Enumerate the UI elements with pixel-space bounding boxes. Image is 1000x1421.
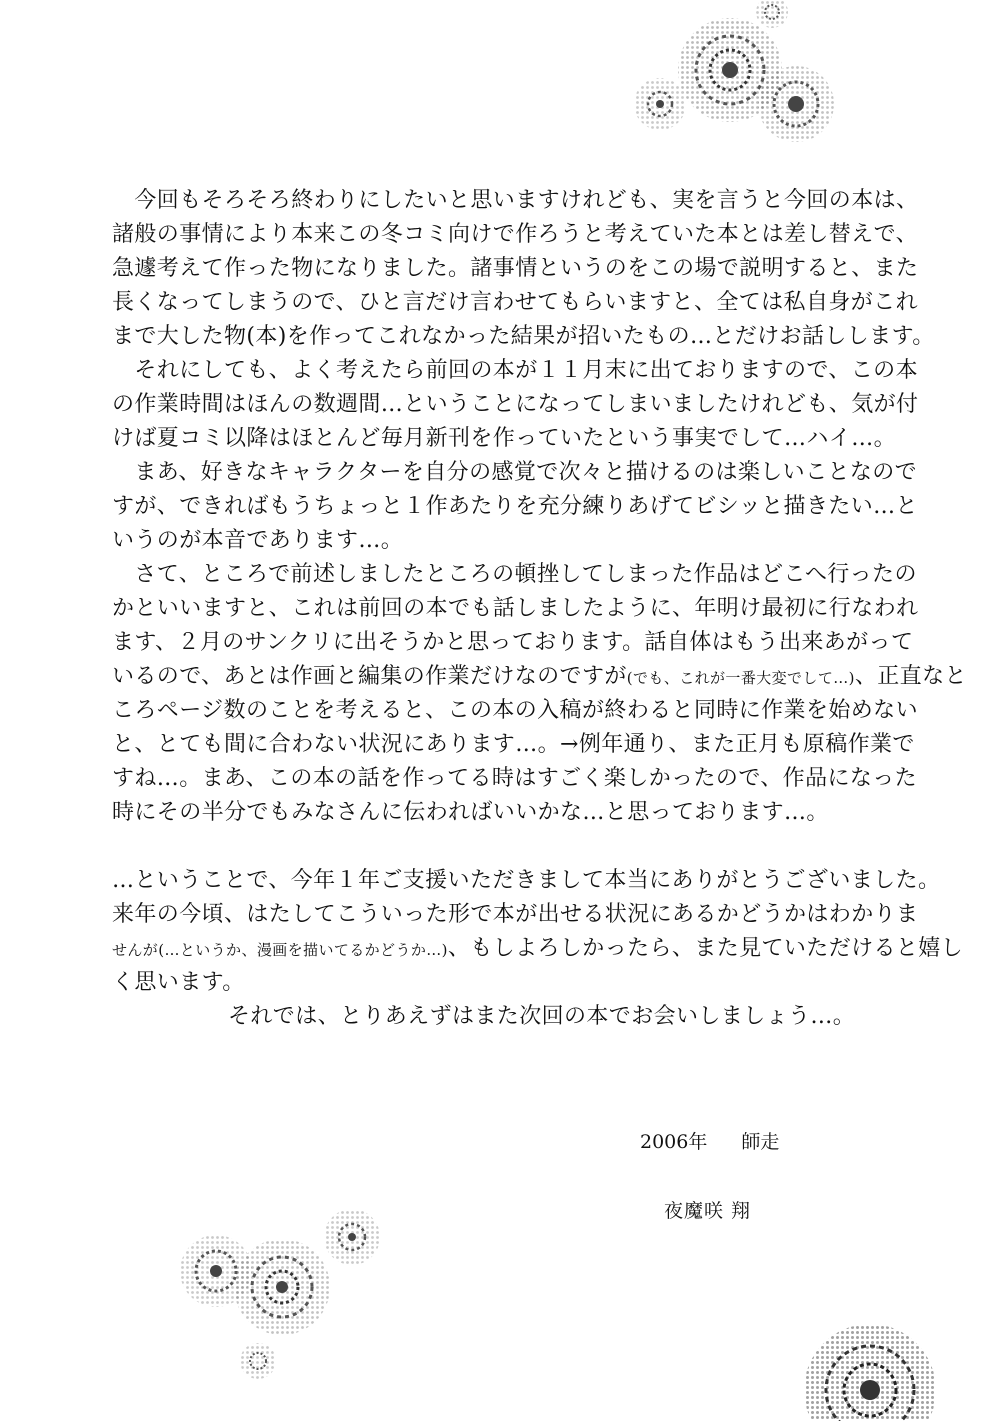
text-line: 時にその半分でもみなさんに伝わればいいかな…と思っております…。	[112, 800, 829, 825]
aside-note: せんが(…というか、漫画を描いてるかどうか…)	[112, 941, 448, 959]
text-line: すね…。まあ、この本の話を作ってる時はすごく楽しかったので、作品になった	[112, 766, 918, 791]
flower-decoration-bottom-right	[790, 1310, 950, 1421]
flower-tiny-icon	[240, 1343, 276, 1379]
flower-medium-icon	[758, 66, 834, 142]
flower-decoration-bottom-left	[170, 1195, 400, 1390]
flower-decoration-top-right	[620, 0, 860, 155]
text-line: 長くなってしまうので、ひと言だけ言わせてもらいますと、全ては私自身がこれ	[112, 290, 918, 315]
text-line: いうのが本音であります…。	[112, 528, 404, 553]
text-line: ます、２月のサンクリに出そうかと思っております。話自体はもう出来あがって	[112, 630, 914, 655]
text-segment: いるので、あとは作画と編集の作業だけなのですが	[112, 664, 627, 689]
text-line: …ということで、今年１年ご支援いただきまして本当にありがとうございました。	[112, 868, 941, 893]
text-line: まあ、好きなキャラクターを自分の感覚で次々と描けるのは楽しいことなので	[112, 460, 918, 485]
text-line: と、とても間に合わない状況にあります…。→例年通り、また正月も原稿作業で	[112, 732, 915, 757]
text-line: ころページ数のことを考えると、この本の入稿が終わると同時に作業を始めない	[112, 698, 918, 723]
text-line: まで大した物(本)を作ってこれなかった結果が招いたもの…とだけお話しします。	[112, 324, 935, 349]
date-line	[640, 1127, 779, 1154]
date-month: 師走	[741, 1131, 780, 1153]
flower-small-icon	[324, 1209, 380, 1265]
flower-large-icon	[234, 1239, 330, 1335]
flower-medium-icon	[180, 1235, 252, 1307]
text-line: けば夏コミ以降はほとんど毎月新刊を作っていたという事実でして…ハイ…。	[112, 426, 897, 451]
flower-small-icon	[634, 78, 686, 130]
text-line: それにしても、よく考えたら前回の本が１１月末に出ておりますので、この本	[112, 358, 918, 383]
text-line: 来年の今頃、はたしてこういった形で本が出せる状況にあるかどうかはわかりま	[112, 902, 919, 927]
flower-tiny-icon	[756, 0, 788, 28]
text-line	[112, 932, 964, 966]
text-line	[112, 660, 967, 694]
paragraph-gap	[112, 830, 912, 864]
text-line: かといいますと、これは前回の本でも話しましたように、年明け最初に行なわれ	[112, 596, 919, 621]
aside-note: (でも、これが一番大変でして…)	[626, 669, 855, 687]
text-line: 急遽考えて作った物になりました。諸事情というのをこの場で説明すると、また	[112, 256, 919, 281]
text-line: すが、できればもうちょっと１作あたりを充分練りあげてビシッと描きたい…と	[112, 494, 918, 519]
author-signature: 夜魔咲 翔	[664, 1200, 752, 1222]
text-line: 今回もそろそろ終わりにしたいと思いますけれども、実を言うと今回の本は、	[112, 188, 919, 213]
text-line: さて、ところで前述しましたところの頓挫してしまった作品はどこへ行ったの	[112, 562, 917, 587]
flower-large-icon	[804, 1324, 936, 1421]
text-line: く思います。	[112, 970, 245, 995]
date-year: 2006年	[640, 1131, 708, 1153]
text-line: 諸般の事情により本来この冬コミ向けで作ろうと考えていた本とは差し替えで、	[112, 222, 918, 247]
closing-line: それでは、とりあえずはまた次回の本でお会いしましょう…。	[228, 1004, 856, 1029]
afterword-text	[112, 184, 967, 1034]
text-segment: 、もしよろしかったら、また見ていただけると嬉し	[447, 936, 964, 961]
text-segment: 、正直なと	[854, 664, 967, 689]
text-line: の作業時間はほんの数週間…ということになってしまいましたけれども、気が付	[112, 392, 919, 417]
